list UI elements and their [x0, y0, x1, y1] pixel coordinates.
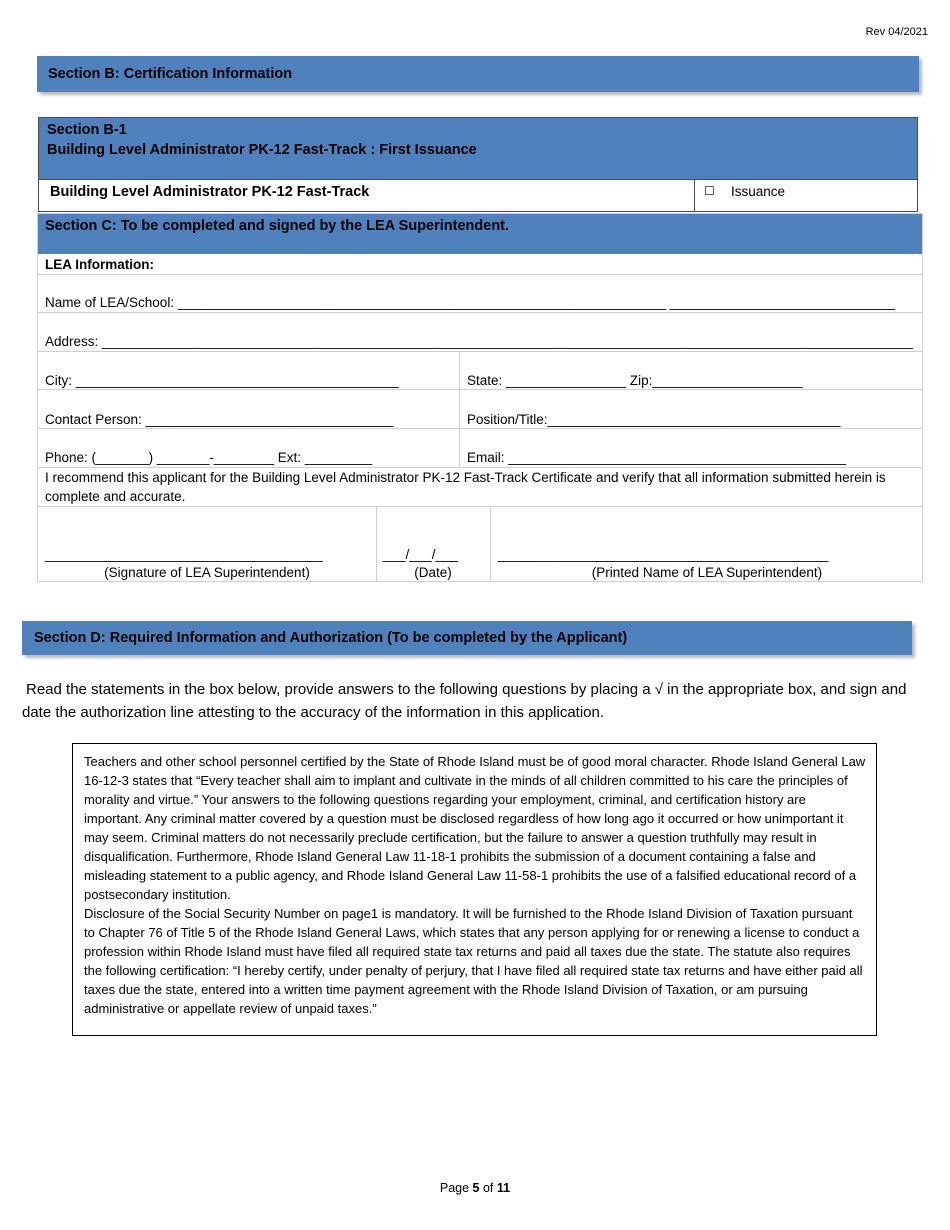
- section-b1-title: Section B-1: [47, 122, 127, 138]
- city-field[interactable]: City: ___________________________________________: [45, 373, 399, 388]
- issuance-checkbox[interactable]: ☐: [704, 184, 715, 198]
- signature-caption: (Signature of LEA Superintendent): [104, 565, 310, 580]
- cell-divider: [694, 180, 695, 211]
- contact-person-field[interactable]: Contact Person: _________________________________: [45, 412, 394, 427]
- statement-box: [72, 743, 877, 1036]
- section-b1-header: [39, 118, 917, 179]
- date-caption: (Date): [414, 565, 452, 580]
- revision-date: Rev 04/2021: [865, 26, 928, 38]
- printed-name-field[interactable]: ____________________________________________: [498, 547, 829, 562]
- page-total: 11: [496, 1181, 511, 1195]
- section-d-instructions: Read the statements in the box below, provide answers to the following questions by placing a √ in the appropriate box, and sign and date the authorization line attesting to the accuracy of the information in this application.: [22, 681, 907, 721]
- date-field[interactable]: ___/___/___: [383, 547, 459, 562]
- phone-field[interactable]: Phone: (_______) _______-________ Ext: _________: [45, 450, 373, 465]
- email-field[interactable]: Email: _____________________________________________: [467, 450, 847, 465]
- of-word: of: [482, 1181, 494, 1195]
- recommendation-statement: I recommend this applicant for the Building Level Administrator PK-12 Fast-Track Certificate and verify that all information submitted herein is complete and accurate.: [45, 470, 886, 504]
- moral-character-statement: Teachers and other school personnel certified by the State of Rhode Island must be of good moral character. Rhode Island General Law 16-12-3 states that “Every teacher shall aim to implant and cultivate in the minds of all children committed to his care the principles of morality and virtue.” Your answers to the following questions regarding your employment, criminal, and certification history are important. Any criminal matter covered by a question must be disclosed regardless of how long ago it occurred or how unimportant it may seem. Criminal matters do not necessarily preclude certification, but the failure to answer a question truthfully may result in disqualification. Furthermore, Rhode Island General Law 11-18-1 prohibits the submission of a document containing a false and misleading statement to a public agency, and Rhode Island General Law 11-58-1 prohibits the use of a falsified educational record of a postsecondary institution.: [84, 754, 866, 902]
- section-c-title: Section C: To be completed and signed by the LEA Superintendent.: [45, 218, 510, 234]
- printed-name-caption: (Printed Name of LEA Superintendent): [591, 565, 823, 580]
- section-b-title: Section B: Certification Information: [48, 66, 293, 82]
- page-word: Page: [439, 1181, 470, 1195]
- section-b-header: [37, 56, 919, 92]
- section-d-title: Section D: Required Information and Authorization (To be completed by the Applicant): [34, 630, 628, 646]
- lea-school-name-field[interactable]: Name of LEA/School: _________________________________________________________________ ______________________________: [45, 295, 895, 310]
- section-c-header: [38, 214, 922, 254]
- page-current: 5: [472, 1181, 480, 1195]
- section-b1-table: [38, 117, 918, 212]
- section-c-table: [37, 213, 923, 582]
- page-number: [0, 1181, 950, 1195]
- position-title-field[interactable]: Position/Title:_______________________________________: [467, 412, 841, 427]
- section-d-header: [22, 621, 912, 655]
- address-field[interactable]: Address: ____________________________________________________________________________________________________________: [45, 334, 913, 349]
- superintendent-signature-line[interactable]: _____________________________________: [45, 547, 323, 562]
- certificate-label: Building Level Administrator PK-12 Fast-Track: [50, 184, 370, 200]
- section-b1-subtitle: Building Level Administrator PK-12 Fast-Track : First Issuance: [47, 142, 477, 158]
- issuance-label: Issuance: [731, 184, 786, 199]
- state-zip-field[interactable]: State: ________________ Zip:____________________: [467, 373, 803, 388]
- certificate-row: [39, 179, 917, 211]
- ssn-disclosure-statement: Disclosure of the Social Security Number on page1 is mandatory. It will be furnished to the Rhode Island Division of Taxation pursuant to Chapter 76 of Title 5 of the Rhode Island General Laws, which states that any person applying for or renewing a license to conduct a profession within Rhode Island must have filed all required state tax returns and paid all taxes due the state. The statute also requires the following certification: “I hereby certify, under penalty of perjury, that I have filed all required state tax returns and have either paid all taxes due the state, entered into a written time payment agreement with the Rhode Island Division of Taxation, or am pursuing administrative or appellate review of unpaid taxes.”: [84, 906, 863, 1016]
- lea-info-label: LEA Information:: [45, 257, 154, 272]
